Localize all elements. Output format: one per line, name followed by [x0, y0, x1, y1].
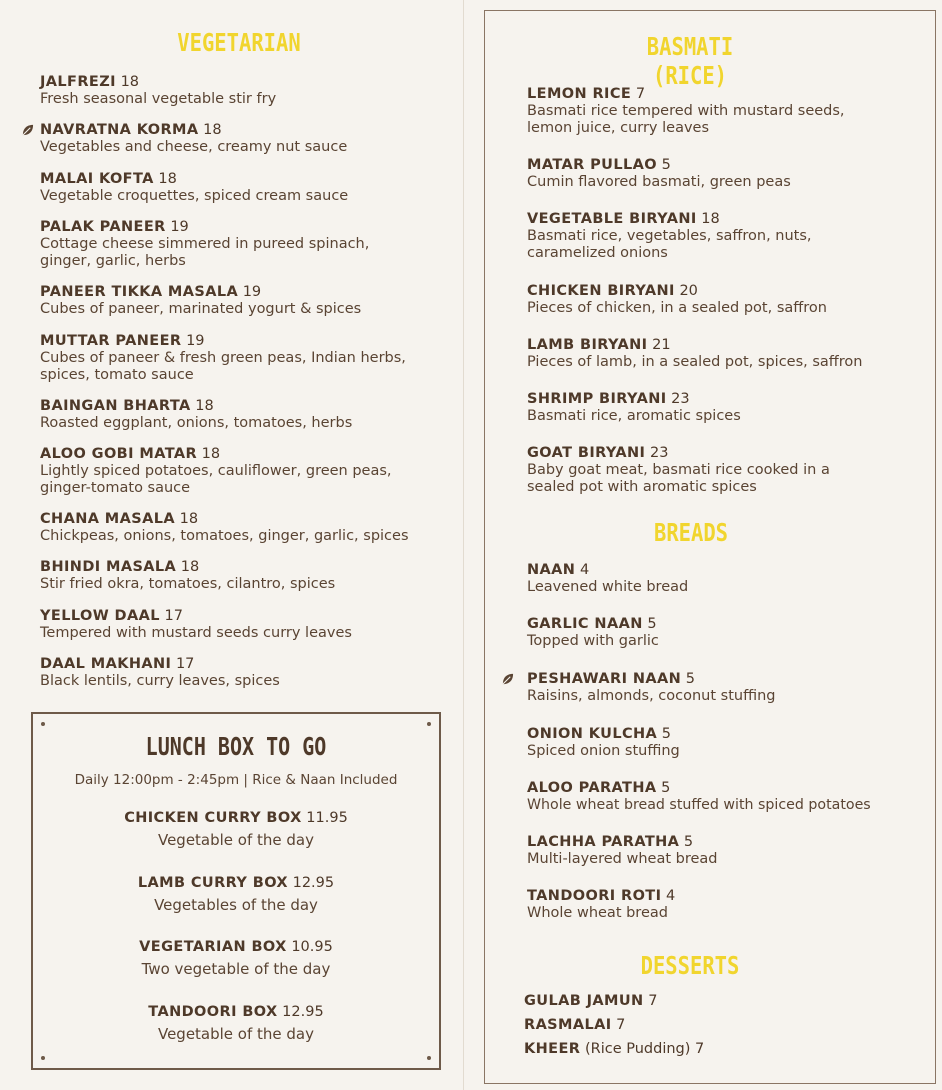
menu-item-goat-biryani: GOAT BIRYANI 23 Baby goat meat, basmati rice cooked in a sealed pot with aromatic spices — [527, 445, 830, 495]
lunch-item-tandoori-box: TANDOORI BOX 12.95 Vegetable of the day — [148, 1004, 324, 1043]
breads-heading: BREADS — [653, 518, 729, 547]
dessert-gulab-jamun: GULAB JAMUN 7 — [524, 993, 658, 1009]
lunch-item-chicken-curry-box: CHICKEN CURRY BOX 11.95 Vegetable of the day — [124, 810, 348, 849]
leaf-icon — [21, 124, 34, 137]
menu-item-yellow-daal: YELLOW DAAL 17 Tempered with mustard seeds curry leaves — [40, 608, 352, 641]
menu-item-lamb-biryani: LAMB BIRYANI 21 Pieces of lamb, in a sealed pot, spices, saffron — [527, 337, 863, 370]
menu-item-paneer-tikka-masala: PANEER TIKKA MASALA 19 Cubes of paneer, marinated yogurt & spices — [40, 284, 362, 317]
menu-item-shrimp-biryani: SHRIMP BIRYANI 23 Basmati rice, aromatic spices — [527, 391, 741, 424]
menu-item-tandoori-roti: TANDOORI ROTI 4 Whole wheat bread — [527, 888, 676, 921]
menu-item-garlic-naan: GARLIC NAAN 5 Topped with garlic — [527, 616, 659, 649]
menu-item-aloo-paratha: ALOO PARATHA 5 Whole wheat bread stuffed with spiced potatoes — [527, 780, 871, 813]
corner-dot — [427, 722, 431, 726]
menu-item-matar-pullao: MATAR PULLAO 5 Cumin flavored basmati, green peas — [527, 157, 791, 190]
leaf-icon — [501, 673, 514, 686]
menu-item-lachha-paratha: LACHHA PARATHA 5 Multi-layered wheat bread — [527, 834, 718, 867]
lunch-box-section — [31, 712, 441, 1070]
menu-item-lemon-rice: LEMON RICE 7 Basmati rice tempered with mustard seeds, lemon juice, curry leaves — [527, 86, 845, 136]
desserts-heading: DESSERTS — [640, 951, 740, 980]
corner-dot — [41, 722, 45, 726]
menu-item-aloo-gobi-matar: ALOO GOBI MATAR 18 Lightly spiced potatoes, cauliflower, green peas, ginger-tomato sauce — [40, 446, 392, 496]
menu-item-onion-kulcha: ONION KULCHA 5 Spiced onion stuffing — [527, 726, 680, 759]
menu-item-jalfrezi: JALFREZI 18 Fresh seasonal vegetable stir fry — [40, 74, 277, 107]
lunch-item-lamb-curry-box: LAMB CURRY BOX 12.95 Vegetables of the day — [137, 875, 335, 914]
corner-dot — [41, 1056, 45, 1060]
basmati-heading: BASMATI (RICE) — [646, 32, 734, 90]
lunch-box-heading: LUNCH BOX TO GO — [145, 732, 327, 761]
menu-item-malai-kofta: MALAI KOFTA 18 Vegetable croquettes, spiced cream sauce — [40, 171, 349, 204]
menu-item-palak-paneer: PALAK PANEER 19 Cottage cheese simmered in pureed spinach, ginger, garlic, herbs — [40, 219, 370, 269]
menu-item-bhindi-masala: BHINDI MASALA 18 Stir fried okra, tomatoes, cilantro, spices — [40, 559, 336, 592]
menu-item-daal-makhani: DAAL MAKHANI 17 Black lentils, curry leaves, spices — [40, 656, 280, 689]
lunch-box-subtitle: Daily 12:00pm - 2:45pm | Rice & Naan Included — [74, 772, 398, 788]
menu-item-vegetable-biryani: VEGETABLE BIRYANI 18 Basmati rice, vegetables, saffron, nuts, caramelized onions — [527, 211, 812, 261]
lunch-item-vegetarian-box: VEGETARIAN BOX 10.95 Two vegetable of the day — [139, 939, 333, 978]
menu-item-naan: NAAN 4 Leavened white bread — [527, 562, 689, 595]
corner-dot — [427, 1056, 431, 1060]
menu-item-baingan-bharta: BAINGAN BHARTA 18 Roasted eggplant, onions, tomatoes, herbs — [40, 398, 353, 431]
menu-item-chana-masala: CHANA MASALA 18 Chickpeas, onions, tomatoes, ginger, garlic, spices — [40, 511, 409, 544]
vegetarian-heading: VEGETARIAN — [177, 28, 301, 57]
menu-item-peshawari-naan: PESHAWARI NAAN 5 Raisins, almonds, coconut stuffing — [527, 671, 776, 704]
menu-item-navratna-korma: NAVRATNA KORMA 18 Vegetables and cheese, creamy nut sauce — [40, 122, 348, 155]
menu-item-chicken-biryani: CHICKEN BIRYANI 20 Pieces of chicken, in a sealed pot, saffron — [527, 283, 827, 316]
dessert-rasmalai: RASMALAI 7 — [524, 1017, 626, 1033]
menu-item-muttar-paneer: MUTTAR PANEER 19 Cubes of paneer & fresh green peas, Indian herbs, spices, tomato sauce — [40, 333, 406, 383]
dessert-kheer: KHEER (Rice Pudding) 7 — [524, 1041, 705, 1057]
